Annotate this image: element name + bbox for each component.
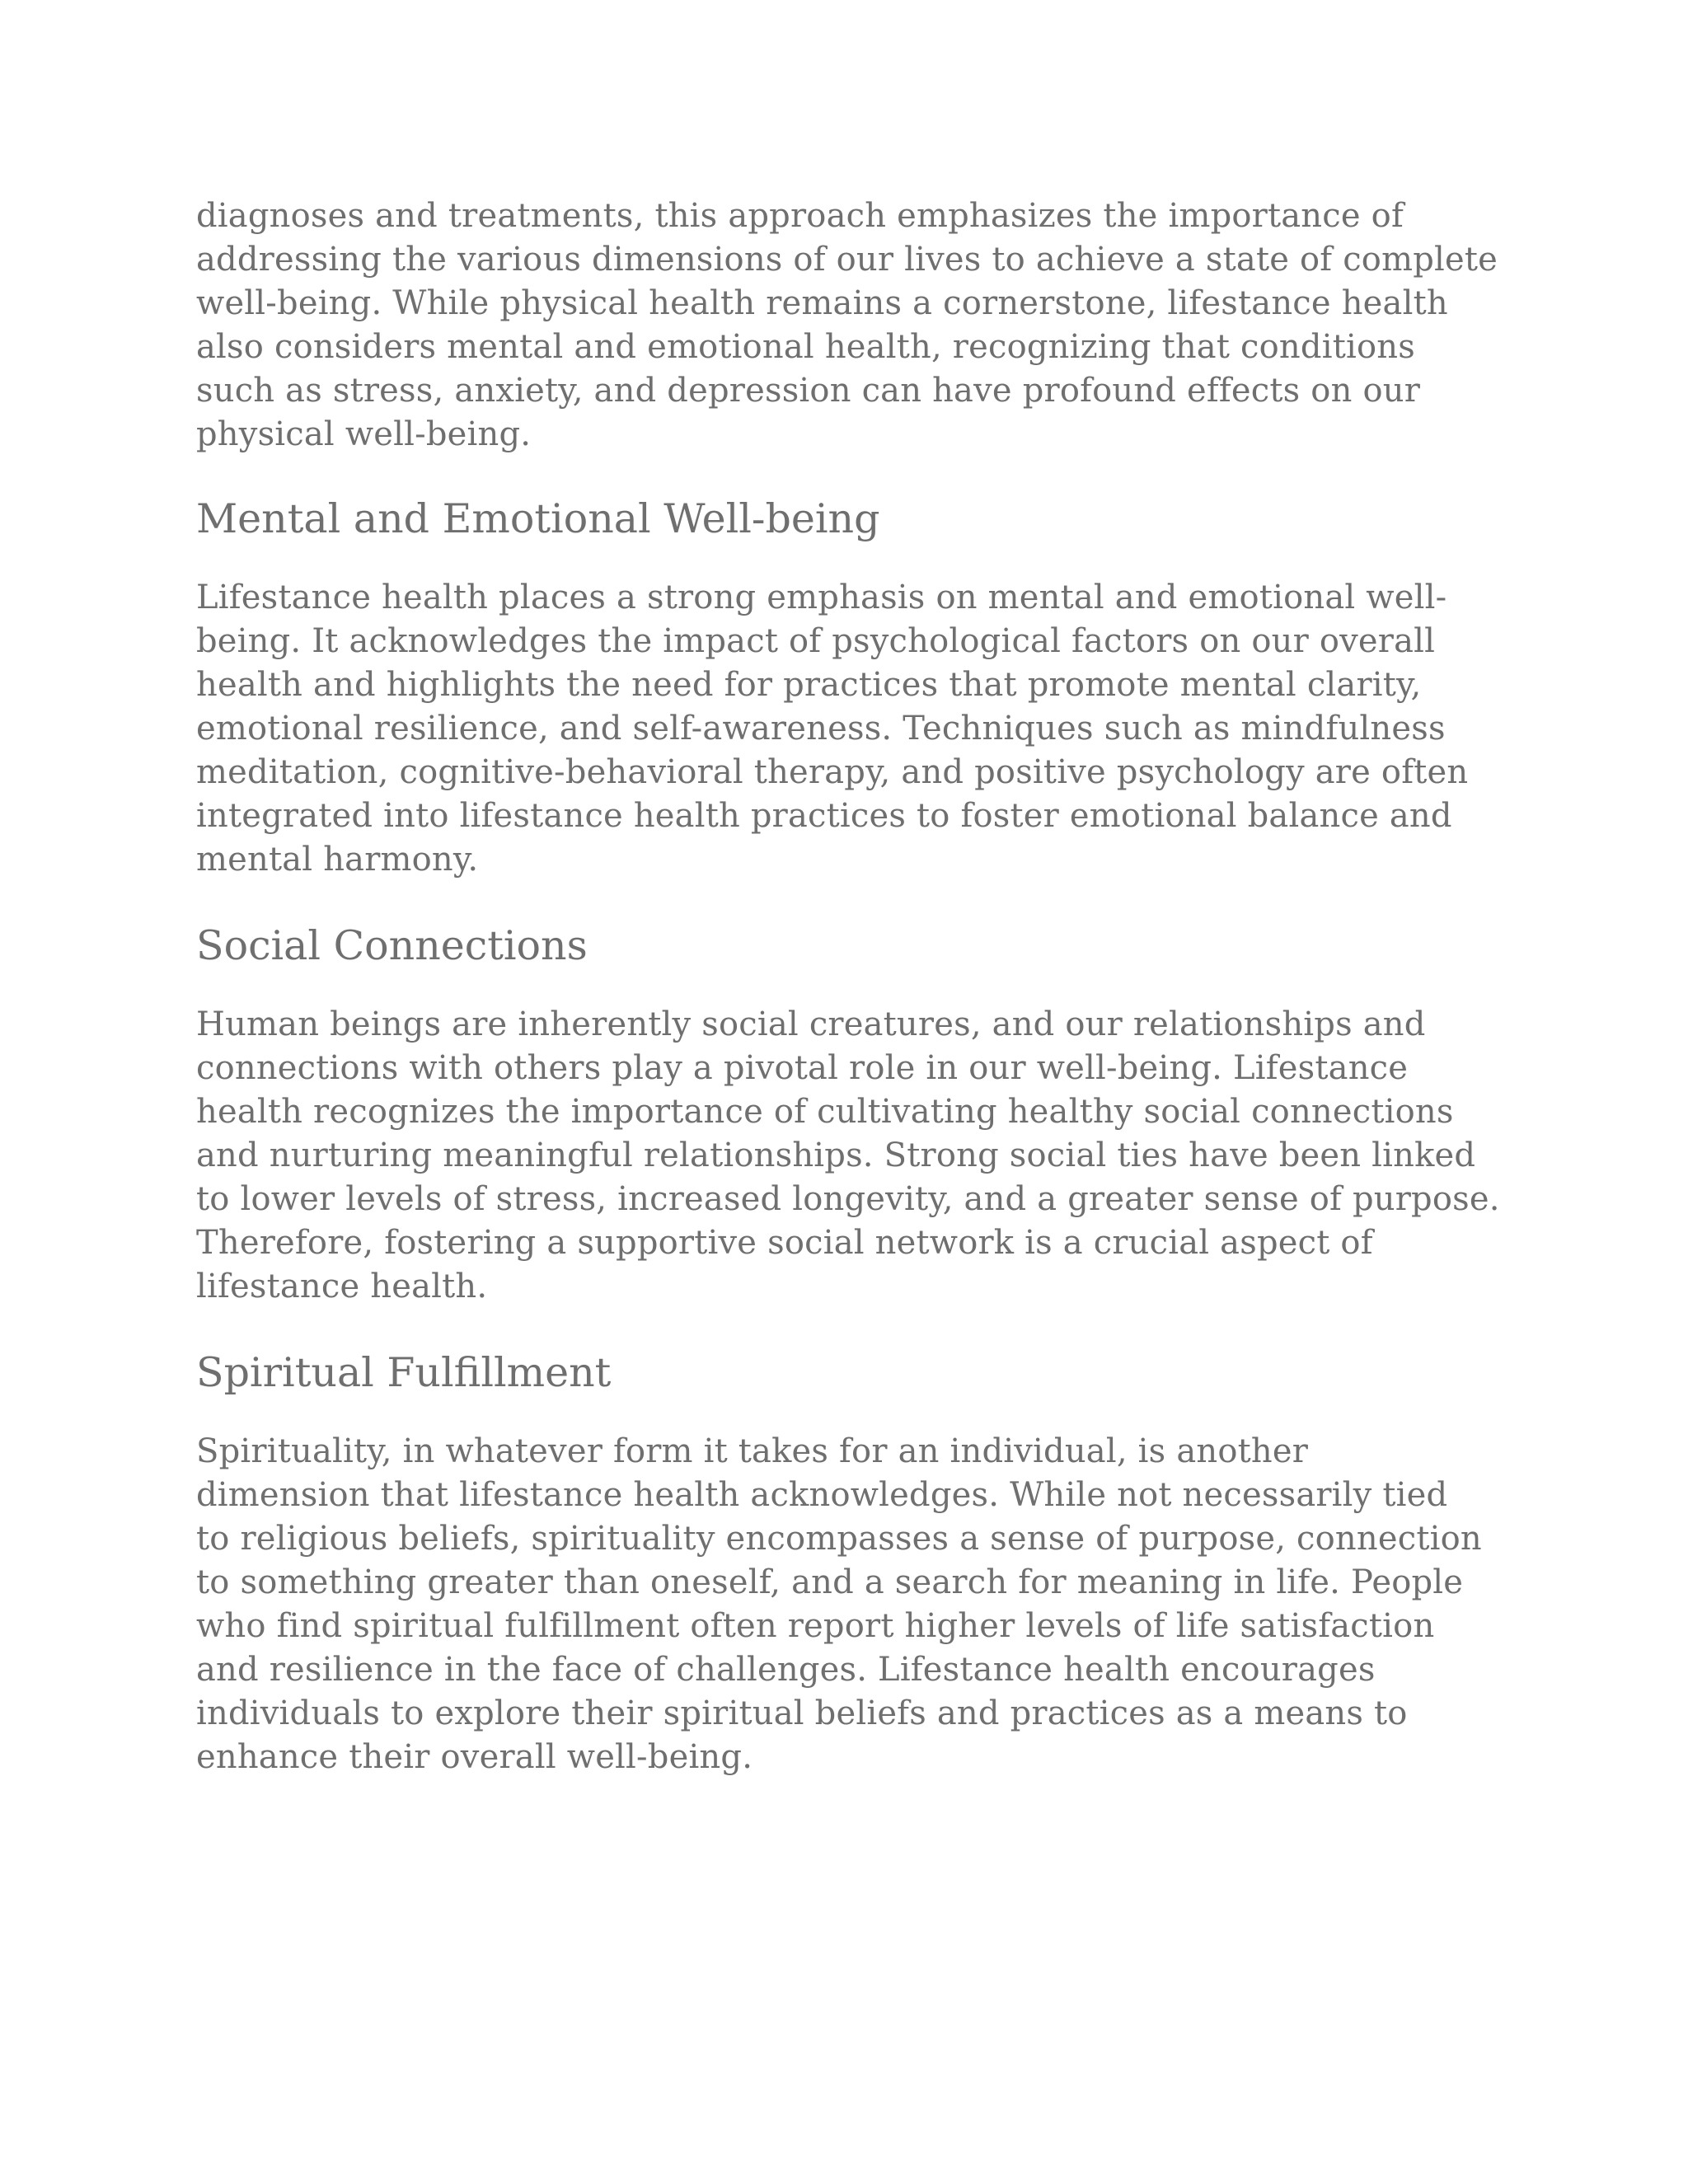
intro-line: diagnoses and treatments, this approach emphasizes the importance of (196, 197, 1404, 235)
paragraph-line: mental harmony. (196, 841, 479, 879)
paragraph-line: who find spiritual fulfillment often report higher levels of life satisfaction (196, 1607, 1435, 1645)
paragraph-line: health and highlights the need for practices that promote mental clarity, (196, 666, 1422, 704)
paragraph-line: individuals to explore their spiritual beliefs and practices as a means to (196, 1694, 1408, 1732)
social-connections-paragraph (196, 1003, 1498, 1309)
section-heading-mental-emotional: Mental and Emotional Well-being (196, 495, 880, 542)
intro-line: addressing the various dimensions of our lives to achieve a state of complete (196, 241, 1498, 279)
intro-line: physical well-being. (196, 415, 532, 453)
mental-emotional-paragraph (196, 576, 1498, 882)
paragraph-line: integrated into lifestance health practices to foster emotional balance and (196, 797, 1452, 835)
paragraph-line: emotional resilience, and self-awareness. Techniques such as mindfulness (196, 710, 1446, 748)
intro-line: such as stress, anxiety, and depression can have profound effects on our (196, 372, 1421, 410)
intro-line: well-being. While physical health remains a cornerstone, lifestance health (196, 284, 1448, 322)
paragraph-line: being. It acknowledges the impact of psychological factors on our overall (196, 622, 1436, 660)
intro-line: also considers mental and emotional health, recognizing that conditions (196, 328, 1415, 366)
paragraph-line: and nurturing meaningful relationships. Strong social ties have been linked (196, 1137, 1476, 1174)
paragraph-line: to religious beliefs, spirituality encompasses a sense of purpose, connection (196, 1520, 1482, 1558)
paragraph-line: Spirituality, in whatever form it takes for an individual, is another (196, 1432, 1309, 1470)
paragraph-line: enhance their overall well-being. (196, 1738, 753, 1776)
intro-paragraph (196, 194, 1498, 457)
paragraph-line: Lifestance health places a strong emphasis on mental and emotional well- (196, 579, 1447, 616)
paragraph-line: meditation, cognitive-behavioral therapy, and positive psychology are often (196, 753, 1469, 791)
paragraph-line: lifestance health. (196, 1268, 488, 1305)
paragraph-line: dimension that lifestance health acknowledges. While not necessarily tied (196, 1476, 1448, 1514)
paragraph-line: Therefore, fostering a supportive social network is a crucial aspect of (196, 1224, 1373, 1262)
spiritual-fulfillment-paragraph (196, 1430, 1498, 1779)
paragraph-line: connections with others play a pivotal role in our well-being. Lifestance (196, 1049, 1409, 1087)
document-page (196, 194, 1498, 1779)
paragraph-line: Human beings are inherently social creatures, and our relationships and (196, 1005, 1426, 1043)
paragraph-line: health recognizes the importance of cultivating healthy social connections (196, 1093, 1454, 1131)
paragraph-line: to something greater than oneself, and a search for meaning in life. People (196, 1563, 1464, 1601)
paragraph-line: and resilience in the face of challenges. Lifestance health encourages (196, 1651, 1376, 1689)
paragraph-line: to lower levels of stress, increased longevity, and a greater sense of purpose. (196, 1180, 1500, 1218)
section-heading-social-connections: Social Connections (196, 922, 588, 969)
section-heading-spiritual-fulfillment: Spiritual Fulfillment (196, 1349, 612, 1396)
